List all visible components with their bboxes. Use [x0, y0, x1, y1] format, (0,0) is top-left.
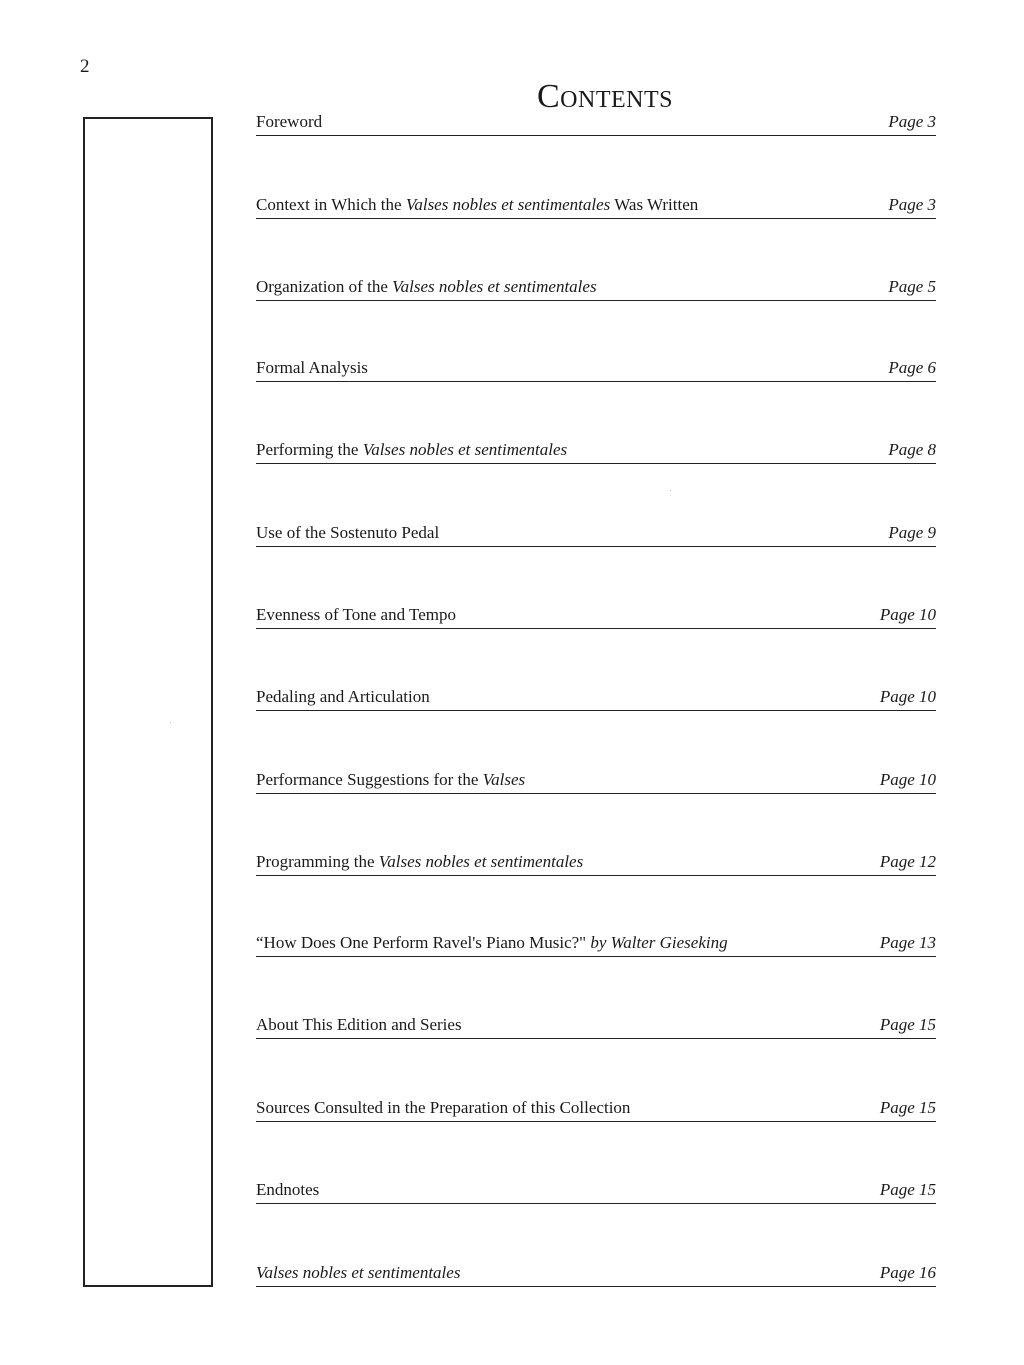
scan-speck [670, 490, 671, 491]
toc-entry-endnotes[interactable] [256, 1174, 936, 1204]
toc-entry-page: Page 5 [888, 277, 936, 296]
toc-rule [256, 875, 936, 876]
toc-entry-page: Page 15 [879, 1180, 936, 1199]
toc-entry-page: Page 10 [879, 770, 936, 789]
toc-entry-label: Organization of the Valses nobles et sentimentales [256, 277, 597, 296]
toc-entry-label: Endnotes [256, 1180, 320, 1199]
toc-entry-label: Performance Suggestions for the Valses [256, 770, 526, 789]
toc-entry-page: Page 6 [888, 358, 936, 377]
toc-entry-label: About This Edition and Series [256, 1015, 462, 1034]
toc-entry-label: Programming the Valses nobles et sentimentales [256, 852, 584, 871]
toc-entry-page: Page 15 [879, 1015, 936, 1034]
toc-entry-page: Page 10 [879, 605, 936, 624]
toc-entry-performing[interactable] [256, 434, 936, 464]
toc-rule [256, 793, 936, 794]
toc-entry-label: Valses nobles et sentimentales [256, 1263, 461, 1282]
toc-entry-label: Evenness of Tone and Tempo [256, 605, 457, 624]
toc-entry-page: Page 13 [879, 933, 936, 952]
toc-entry-page: Page 12 [879, 852, 936, 871]
toc-entry-formal-analysis[interactable] [256, 352, 936, 382]
toc-entry-programming[interactable] [256, 846, 936, 876]
toc-entry-suggestions[interactable] [256, 764, 936, 794]
toc-entry-context[interactable] [256, 189, 936, 219]
toc-entry-about-edition[interactable] [256, 1009, 936, 1039]
toc-rule [256, 135, 936, 136]
toc-entry-label: Context in Which the Valses nobles et sentimentales Was Written [256, 195, 699, 214]
toc-rule [256, 1121, 936, 1122]
toc-entry-page: Page 15 [879, 1098, 936, 1117]
toc-entry-organization[interactable] [256, 271, 936, 301]
toc-entry-sources[interactable] [256, 1092, 936, 1122]
scan-speck [170, 722, 171, 723]
toc-entry-pedaling[interactable] [256, 681, 936, 711]
side-box [83, 117, 213, 1287]
toc-entry-label: Sources Consulted in the Preparation of this Collection [256, 1098, 631, 1117]
toc-entry-page: Page 3 [888, 195, 936, 214]
toc-entry-page: Page 3 [888, 112, 936, 131]
toc-entry-page: Page 10 [879, 687, 936, 706]
toc-entry-foreword[interactable] [256, 106, 936, 136]
toc-rule [256, 956, 936, 957]
toc-entry-page: Page 8 [888, 440, 936, 459]
toc-entry-page: Page 9 [888, 523, 936, 542]
toc-rule [256, 218, 936, 219]
toc-rule [256, 381, 936, 382]
page-number: 2 [80, 56, 90, 77]
toc-entry-label: Foreword [256, 112, 323, 131]
toc-entry-label: “How Does One Perform Ravel's Piano Music?" by Walter Gieseking [256, 933, 728, 952]
toc-entry-gieseking[interactable] [256, 927, 936, 957]
page-title: Contents [537, 78, 674, 115]
toc-rule [256, 1038, 936, 1039]
toc-entry-sostenuto[interactable] [256, 517, 936, 547]
toc-entry-label: Performing the Valses nobles et sentimentales [256, 440, 568, 459]
toc-entry-label: Pedaling and Articulation [256, 687, 430, 706]
toc-rule [256, 546, 936, 547]
toc-entry-label: Use of the Sostenuto Pedal [256, 523, 440, 542]
toc-rule [256, 628, 936, 629]
toc-rule [256, 300, 936, 301]
toc-rule [256, 1203, 936, 1204]
toc-entry-page: Page 16 [879, 1263, 936, 1282]
toc-rule [256, 1286, 936, 1287]
toc-entry-label: Formal Analysis [256, 358, 368, 377]
toc-entry-valses[interactable] [256, 1257, 936, 1287]
toc-entry-evenness[interactable] [256, 599, 936, 629]
toc-rule [256, 463, 936, 464]
toc-rule [256, 710, 936, 711]
